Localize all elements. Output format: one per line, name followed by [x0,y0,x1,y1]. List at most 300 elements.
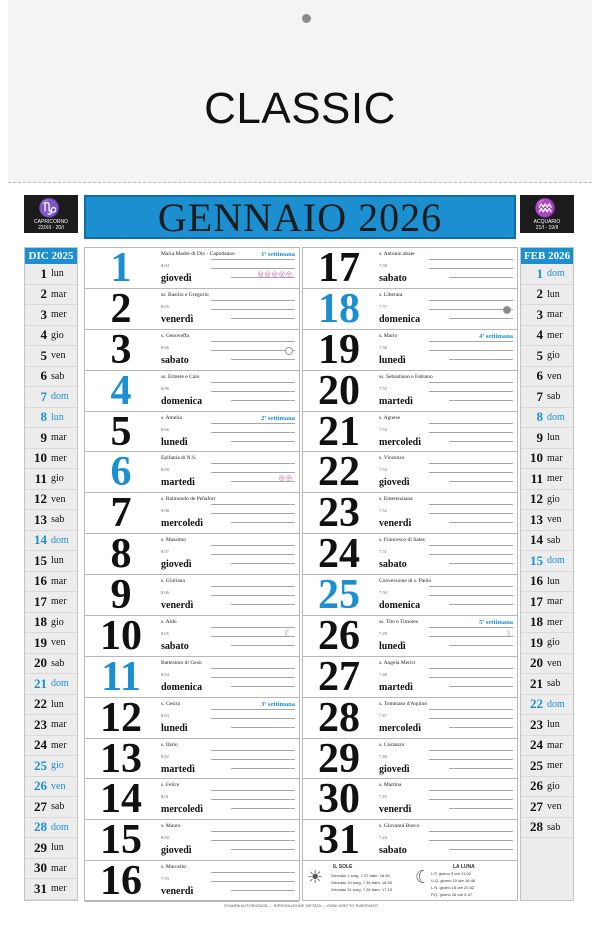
mini-day-row [521,305,573,326]
note-line [211,709,295,710]
holiday-mark-icon: ◎◎◎◎◎ [257,270,293,278]
saint-name: ss. Basilio e Gregorio [161,291,209,298]
note-line [429,259,513,260]
note-line [449,400,513,401]
mini-day-number: 18 [34,614,47,630]
note-line [429,300,513,301]
mini-day-weekday: mar [51,575,67,587]
saint-name: s. Felice [161,782,180,789]
weekday-name: lunedì [161,436,188,448]
saint-name: s. Vincenzo [379,455,405,462]
note-line [429,432,513,433]
mini-day-number: 10 [34,450,47,466]
weekday-name: domenica [379,600,421,611]
day-number: 29 [318,735,360,782]
note-line [231,563,295,564]
mini-day-row [25,305,77,326]
mini-day-weekday: sab [547,534,561,546]
saint-name: Epifania di N.S. [161,455,197,462]
note-line [211,586,295,587]
mini-day-row [25,756,77,777]
mini-day-number: 15 [530,552,543,568]
saint-name: ss. Sebastiano e Fabiano [379,373,433,380]
day-row [303,285,517,332]
note-line [449,359,513,360]
mini-day-weekday: dom [547,555,565,567]
mini-day-row [521,572,573,593]
mini-day-number: 27 [530,798,543,814]
note-line [429,423,513,424]
hanging-hole [302,14,311,23]
note-line [211,472,295,473]
mini-day-number: 28 [530,819,543,835]
note-line [211,259,295,260]
day-row [85,490,299,537]
note-line [211,382,295,383]
day-number: 23 [318,490,360,537]
mini-day-weekday: lun [51,411,64,423]
mini-day-row [25,531,77,552]
mini-day-weekday: dom [547,268,565,280]
mini-day-row [521,551,573,572]
mini-day-number: 17 [530,593,543,609]
mini-day-weekday: lun [547,432,560,444]
mini-day-number: 6 [536,368,543,384]
week-number: 2ª settimana [261,414,295,422]
day-row [85,572,299,618]
day-row [85,776,299,823]
note-line [429,472,513,473]
full-moon-icon [285,347,293,355]
mini-day-number: 30 [34,860,47,876]
day-row [85,326,299,373]
mini-day-row [25,490,77,511]
note-line [231,849,295,850]
mini-day-number: 3 [40,306,47,322]
note-line [429,391,513,392]
mini-day-weekday: mer [547,473,563,485]
mini-day-weekday: lun [51,842,64,854]
saint-name: s. Massimo [161,537,187,544]
day-row [85,858,299,905]
mini-day-weekday: mar [51,862,67,874]
mini-day-row [25,654,77,675]
mini-day-number: 19 [530,634,543,650]
sun-time: 8.06 [161,344,169,350]
mini-day-weekday: mar [547,739,563,751]
moon-info-line: L.P. giorno 3 ore 11.02 [431,871,471,877]
mini-day-row [521,326,573,347]
day-row [303,367,517,414]
mini-day-weekday: mer [547,329,563,341]
note-line [211,872,295,873]
sun-time: 8.09 [161,467,169,473]
sun-time: 8.01 [161,794,169,800]
note-line [429,463,513,464]
next-month-sidebar [520,247,574,901]
mini-day-weekday: ven [547,514,562,526]
mini-day-number: 1 [40,265,47,281]
weekday-name: sabato [161,640,189,652]
mini-day-number: 1 [536,265,543,281]
mini-day-weekday: gio [51,329,64,341]
saint-name: Maria Madre di Dio - Capodanno [161,251,235,257]
moon-info-line: P.Q. giorno 26 ore 5.47 [431,892,473,898]
sun-time: 7.51 [379,549,387,555]
day-number: 12 [100,694,142,741]
weekday-name: martedì [379,681,413,693]
mini-day-weekday: dom [51,391,69,403]
sun-time: 8.07 [161,549,169,555]
mini-day-row [521,756,573,777]
day-number: 13 [100,735,142,782]
day-number: 30 [318,776,360,823]
note-line [231,441,295,442]
mini-day-number: 12 [34,491,47,507]
day-row [85,653,299,700]
day-number: 24 [318,531,360,578]
mini-day-weekday: dom [51,821,69,833]
note-line [429,831,513,832]
sun-time: 7.57 [379,303,387,309]
moon-info-title: LA LUNA [453,864,475,871]
mini-day-row [25,449,77,470]
mini-day-weekday: lun [547,575,560,587]
saint-name: s. Aldo [161,618,177,625]
mini-day-number: 17 [34,593,47,609]
note-line [211,545,295,546]
sun-time: 7.56 [379,344,387,350]
aquarius-icon: ♒ [534,198,557,218]
note-line [429,668,513,669]
day-number: 19 [318,326,360,373]
sun-time: 8.05 [161,630,169,636]
mini-day-row [521,367,573,388]
sun-time: 8.04 [161,263,169,268]
note-line [211,627,295,628]
note-line [429,341,513,342]
saint-name: s. Costanzo [379,741,405,748]
mini-day-weekday: gio [547,350,560,362]
mini-day-row [25,469,77,490]
note-line [231,522,295,523]
sun-time: 7.53 [379,467,387,473]
mini-day-number: 19 [34,634,47,650]
day-row [303,776,517,823]
note-line [211,423,295,424]
mini-day-weekday: ven [547,657,562,669]
capricorn-icon: ♑ [38,198,61,218]
mini-day-number: 5 [536,347,543,363]
sun-time: 8.04 [161,671,169,677]
sun-info-line: Gennaio 15 sorg. 7.35 tram. 16.59 [331,880,392,886]
mini-day-number: 14 [34,532,47,548]
note-line [429,750,513,751]
day-number: 16 [100,858,142,905]
mini-day-row [521,285,573,306]
mini-day-number: 4 [536,327,543,343]
day-row [303,490,517,537]
mini-day-weekday: mer [51,596,67,608]
saint-name: s. Angela Merici [379,659,416,666]
weekday-name: venerdì [161,600,194,611]
mini-day-number: 4 [40,327,47,343]
note-line [231,604,295,605]
mini-day-row [521,510,573,531]
saint-name: s. Tommaso d'Aquino [379,700,428,707]
mini-day-number: 6 [40,368,47,384]
day-row [85,612,299,659]
note-line [429,382,513,383]
mini-day-row [25,859,77,880]
mini-day-number: 11 [530,470,543,486]
calendar-sheet [22,191,578,911]
day-number: 6 [110,449,132,496]
mini-day-row [25,592,77,613]
mini-day-row [25,879,77,900]
mini-day-number: 22 [530,696,543,712]
note-line [211,300,295,301]
note-line [429,799,513,800]
day-row [85,285,299,332]
note-line [211,391,295,392]
note-line [429,545,513,546]
zodiac-left-name: CAPRICORNO [34,219,68,225]
day-number: 8 [110,531,132,578]
note-line [429,636,513,637]
mini-day-weekday: lun [51,268,64,280]
saint-name: Conversione di s. Paolo [379,578,432,584]
sun-time: 7.45 [379,794,387,800]
mini-day-weekday: mer [547,760,563,772]
saint-name: s. Giuliano [161,578,186,584]
mini-day-number: 28 [34,819,47,835]
mini-day-row [25,326,77,347]
mini-day-weekday: mar [51,432,67,444]
mini-day-weekday: mar [51,288,67,300]
mini-day-weekday: gio [51,760,64,772]
mini-day-weekday: mer [51,309,67,321]
mini-day-number: 31 [34,880,47,896]
weekday-name: giovedì [379,763,410,775]
note-line [429,840,513,841]
mini-day-weekday: sab [547,821,561,833]
note-line [211,799,295,800]
note-line [449,563,513,564]
day-row [303,572,517,618]
sun-time: 8.08 [161,508,169,514]
mini-day-weekday: lun [51,555,64,567]
mini-day-row [25,428,77,449]
mini-day-row [25,346,77,367]
mini-day-number: 29 [34,839,47,855]
note-line [211,759,295,760]
sun-info-title: IL SOLE [333,864,353,871]
sun-info-line: Gennaio 31 sorg. 7.26 tram. 17.19 [331,887,392,893]
day-number: 26 [318,612,360,659]
sun-time: 7.46 [379,753,387,759]
day-number: 1 [110,245,132,291]
mini-day-number: 16 [34,573,47,589]
mini-day-row [25,674,77,695]
mini-day-number: 18 [530,614,543,630]
note-line [449,522,513,523]
mini-day-number: 23 [530,716,543,732]
sun-time: 7.58 [379,263,387,268]
note-line [429,718,513,719]
saint-name: s. Marcello [161,864,186,871]
mini-day-row [521,654,573,675]
note-line [211,432,295,433]
mini-day-weekday: sab [547,391,561,403]
day-row [303,449,517,496]
mini-day-row [25,408,77,429]
note-line [449,686,513,687]
mini-day-row [25,551,77,572]
sun-time: 7.48 [379,671,387,677]
note-line [231,890,295,891]
weekday-name: martedì [161,763,195,775]
weekday-name: venerdì [379,804,412,816]
mini-day-row [25,285,77,306]
sun-time: 7.47 [379,712,387,718]
day-number: 31 [318,817,360,864]
note-line [231,808,295,809]
sun-icon: ☀ [307,867,324,888]
note-line [211,463,295,464]
mini-day-number: 24 [34,737,47,753]
weekday-name: lunedì [161,722,188,734]
mini-day-number: 13 [530,511,543,527]
day-number: 10 [100,612,142,659]
day-row [85,408,299,455]
weekday-name: martedì [379,395,413,407]
day-number: 15 [100,817,142,864]
mini-day-weekday: dom [547,698,565,710]
mini-day-number: 22 [34,696,47,712]
note-line [211,309,295,310]
note-line [449,318,513,319]
day-number: 7 [110,490,132,537]
mini-day-number: 20 [34,655,47,671]
moon-info-line: L.N. giorno 18 ore 20.52 [431,885,475,891]
day-number: 5 [110,408,132,455]
mini-day-number: 25 [530,757,543,773]
saint-name: Battesimo di Gesù [161,659,202,666]
note-line [231,400,295,401]
mini-day-number: 14 [530,532,543,548]
note-line [429,513,513,514]
mini-day-weekday: lun [51,698,64,710]
mini-day-number: 9 [536,429,543,445]
weekday-name: giovedì [161,845,192,857]
mini-day-weekday: ven [51,493,66,505]
mini-day-row [25,633,77,654]
mini-day-number: 2 [40,286,47,302]
note-line [211,636,295,637]
saint-name: ss. Tito e Timoteo [379,618,419,625]
week-number: 5ª settimana [479,618,513,626]
note-line [211,554,295,555]
mini-day-number: 7 [536,388,543,404]
sun-time: 8.05 [161,303,169,309]
mini-day-weekday: mer [547,616,563,628]
saint-name: s. Antonio abate [379,251,415,257]
day-row [85,245,299,291]
mini-day-row [521,674,573,695]
day-row [85,694,299,741]
mini-day-row [521,387,573,408]
day-number: 27 [318,653,360,700]
mini-day-row [521,346,573,367]
mini-day-weekday: ven [547,370,562,382]
mini-day-number: 21 [530,675,543,691]
day-row [303,408,517,455]
brand-title: CLASSIC [204,84,396,133]
note-line [429,504,513,505]
mini-day-number: 9 [40,429,47,445]
note-line [211,677,295,678]
zodiac-right-dates: 21/I - 19/II [535,225,559,231]
month-title-bar [84,195,516,239]
mini-day-weekday: lun [547,288,560,300]
note-line [429,268,513,269]
mini-day-number: 26 [530,778,543,794]
mini-day-row [521,490,573,511]
mini-day-row [521,797,573,818]
mini-day-number: 13 [34,511,47,527]
sun-time: 8.03 [161,712,169,718]
mini-day-weekday: sab [51,370,65,382]
sun-time: 7.44 [379,835,387,841]
note-line [449,481,513,482]
mini-day-weekday: sab [51,514,65,526]
note-line [429,350,513,351]
mini-day-weekday: gio [547,637,560,649]
mini-day-weekday: ven [547,801,562,813]
note-line [211,268,295,269]
day-number: 9 [110,572,132,618]
mini-day-weekday: sab [547,678,561,690]
weekday-name: domenica [161,681,203,693]
day-row [303,653,517,700]
zodiac-left-dates: 22/XII - 20/I [38,225,64,231]
mini-day-row [25,777,77,798]
mini-day-number: 21 [34,675,47,691]
day-row [85,367,299,414]
mini-day-number: 7 [40,388,47,404]
prev-month-sidebar [24,247,78,901]
zodiac-right [520,195,574,233]
weekday-name: mercoledì [161,518,204,530]
day-number: 25 [318,572,360,618]
weekday-name: venerdì [161,886,194,898]
mini-day-row [25,838,77,859]
prev-month-list [25,264,77,900]
mini-day-number: 26 [34,778,47,794]
prev-month-label: DIC 2025 [25,248,77,264]
note-line [211,750,295,751]
mini-day-row [25,715,77,736]
saint-name: s. Liberata [379,291,403,298]
day-number: 20 [318,367,360,414]
weekday-name: giovedì [379,477,410,489]
mini-day-number: 10 [530,450,543,466]
mini-day-weekday: mer [51,452,67,464]
holiday-mark-icon: ◎◎ [278,474,293,483]
day-row [85,735,299,782]
note-line [211,718,295,719]
